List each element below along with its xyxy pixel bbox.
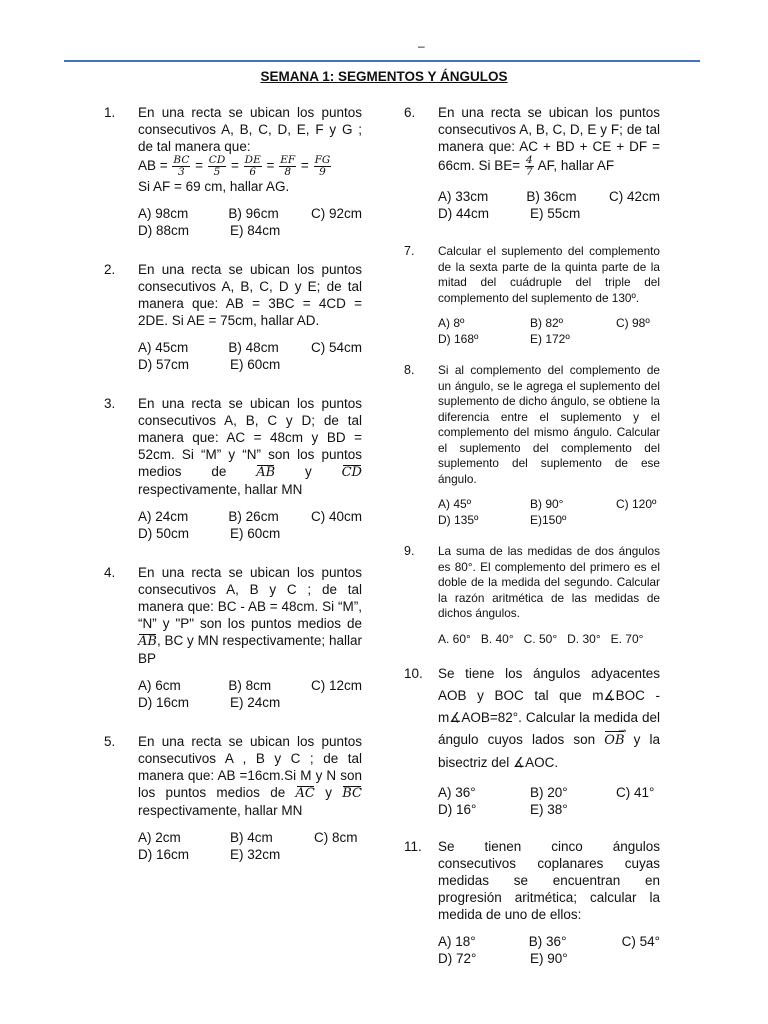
option-b: B) 20° bbox=[530, 785, 568, 800]
left-column bbox=[104, 104, 362, 863]
question-10 bbox=[404, 663, 660, 818]
option-a: A) 6cm bbox=[138, 678, 181, 693]
option-e: E)150º bbox=[530, 512, 567, 527]
option-d: D) 88cm bbox=[138, 223, 190, 238]
question-stem: En una recta se ubican los puntos consecutivos A , B y C ; de tal manera que: AB =16cm.Si M y N son los puntos medios de AC y BC respectivamente, hallar MN bbox=[138, 734, 362, 818]
option-a: A) 36° bbox=[438, 785, 476, 800]
fraction: $\frac{DE}{6}$ bbox=[244, 154, 261, 178]
answer-options bbox=[138, 339, 362, 373]
question-3 bbox=[104, 395, 362, 542]
header-dash: – bbox=[418, 39, 425, 53]
question-stem: En una recta se ubican los puntos consecutivos A, B, C, D y E; de tal manera que: AB = 3BC = 4CD = 2DE. Si AE = 75cm, hallar AD. bbox=[138, 262, 362, 328]
header-rule bbox=[64, 60, 700, 62]
option-c: C) 8cm bbox=[314, 830, 358, 845]
question-stem: En una recta se ubican los puntos consecutivos A, B y C ; de tal manera que: BC - AB = 48cm. Si “M”, “N” y "P" son los puntos medios de AB, BC y MN respectivamente; hallar BP bbox=[138, 565, 362, 666]
option-a: A) 98cm bbox=[138, 206, 189, 221]
question-stem: Se tienen cinco ángulos consecutivos coplanares cuyas medidas se encuentran en progresión aritmética; calcular la medida de uno de ellos: bbox=[438, 839, 660, 922]
option-d: D) 135º bbox=[438, 512, 479, 527]
question-number: 7. bbox=[404, 244, 415, 258]
option-e: E) 60cm bbox=[230, 526, 281, 541]
option-e: E. 70° bbox=[610, 631, 644, 646]
question-number: 3. bbox=[104, 396, 116, 411]
option-b: B) 4cm bbox=[230, 830, 273, 845]
option-a: A) 24cm bbox=[138, 509, 189, 524]
question-2 bbox=[104, 261, 362, 373]
question-number: 4. bbox=[104, 565, 116, 580]
option-b: B. 40° bbox=[480, 631, 514, 646]
option-b: B) 8cm bbox=[228, 678, 272, 693]
question-4 bbox=[104, 564, 362, 711]
option-e: E) 32cm bbox=[230, 847, 281, 862]
option-a: A) 33cm bbox=[438, 189, 489, 204]
question-11 bbox=[404, 838, 660, 967]
option-e: E) 55cm bbox=[530, 206, 581, 221]
question-stem: Si al complemento del complemento de un ángulo, se le agrega el suplemento del suplemento de dicho ángulo, se obtiene la diferencia entre el suplemento y el complemento del mismo ángulo. Calcular el suplemento del complemento del suplemento del suplemento de ese ángulo. bbox=[438, 363, 660, 486]
option-e: E) 90° bbox=[530, 951, 568, 966]
option-c: C) 54° bbox=[621, 934, 660, 949]
option-e: E) 24cm bbox=[230, 695, 281, 710]
question-stem: En una recta se ubican los puntos consecutivos A, B, C, D, E, F y G ; de tal manera que: AB = $\frac{BC}{3}$ = $\frac{CD}{5}$ = $\frac{DE}{6}$ = $\frac{EF}{8}$ = $\frac{FG}{9}$ Si AF = 69 cm, hallar AG. bbox=[138, 105, 362, 194]
question-stem: La suma de las medidas de dos ángulos es 80°. El complemento del primero es el doble de la medida del segundo. Calcular la razón aritmética de las medidas de dichos ángulos. bbox=[438, 544, 660, 620]
option-a: A) 45cm bbox=[138, 340, 189, 355]
question-number: 2. bbox=[104, 262, 116, 277]
option-a: A) 45º bbox=[438, 497, 472, 511]
question-stem: Se tiene los ángulos adyacentes AOB y BOC tal que m∡BOC - m∡AOB=82°. Calcular la medida del ángulo cuyos lados son OB → y la bisectriz del ∡AOC. bbox=[438, 663, 660, 774]
option-a: A) 2cm bbox=[138, 830, 181, 845]
question-number: 8. bbox=[404, 363, 415, 377]
option-c: C. 50° bbox=[523, 631, 558, 646]
question-number: 11. bbox=[404, 839, 422, 854]
option-b: B) 36° bbox=[528, 934, 567, 949]
question-stem: En una recta se ubican los puntos consecutivos A, B, C, D, E y F; de tal manera que: AC + BD + CE + DF = 66cm. Si BE= $\frac{4}{7}$ AF, hallar AF bbox=[438, 105, 660, 178]
answer-options bbox=[138, 205, 362, 239]
fraction: $\frac{BC}{3}$ bbox=[173, 154, 190, 178]
option-b: B) 48cm bbox=[228, 340, 279, 355]
question-number: 9. bbox=[404, 544, 415, 558]
answer-options bbox=[438, 784, 660, 818]
segment-ab: AB bbox=[138, 634, 157, 649]
answer-options bbox=[438, 933, 660, 967]
option-c: C) 54cm bbox=[310, 340, 362, 355]
question-5 bbox=[104, 733, 362, 863]
question-stem: En una recta se ubican los puntos consecutivos A, B, C y D; de tal manera que: AC = 48cm y BD = 52cm. Si “M” y “N” son los puntos medios de AB y CD respectivamente, hallar MN bbox=[138, 396, 362, 497]
right-column bbox=[404, 104, 660, 967]
page-title: SEMANA 1: SEGMENTOS Y ÁNGULOS bbox=[260, 69, 508, 84]
option-e: E) 60cm bbox=[230, 357, 281, 372]
option-d: D) 168º bbox=[438, 331, 479, 346]
option-d: D) 16cm bbox=[138, 847, 190, 862]
question-1 bbox=[104, 104, 362, 239]
option-e: E) 172º bbox=[530, 331, 570, 346]
option-c: C) 120º bbox=[616, 497, 657, 511]
answer-options bbox=[438, 188, 660, 222]
question-9 bbox=[404, 544, 660, 647]
option-c: C) 40cm bbox=[310, 509, 362, 524]
fraction: $\frac{4}{7}$ bbox=[525, 154, 533, 178]
question-6 bbox=[404, 104, 660, 222]
question-stem: Calcular el suplemento del complemento de la sexta parte de la quinta parte de la mitad del cuádruple del triple del complemento del suplemento de 130º. bbox=[438, 244, 660, 305]
option-c: C) 42cm bbox=[608, 189, 660, 204]
option-e: E) 84cm bbox=[230, 223, 281, 238]
option-d: D) 44cm bbox=[438, 206, 490, 221]
fraction: $\frac{EF}{8}$ bbox=[280, 154, 296, 178]
option-b: B) 26cm bbox=[228, 509, 279, 524]
ray-ob: OB → bbox=[604, 730, 624, 752]
answer-options bbox=[438, 632, 660, 648]
option-d: D) 16° bbox=[438, 802, 477, 817]
segment-cd: CD bbox=[341, 465, 362, 480]
question-number: 5. bbox=[104, 734, 116, 749]
question-number: 6. bbox=[404, 105, 416, 120]
answer-options bbox=[138, 829, 362, 863]
option-c: C) 12cm bbox=[310, 678, 362, 693]
segment-ac: AC bbox=[295, 786, 315, 801]
option-a: A) 18° bbox=[438, 934, 476, 949]
fraction: $\frac{FG}{9}$ bbox=[314, 154, 331, 178]
segment-bc: BC bbox=[342, 786, 362, 801]
option-d: D) 16cm bbox=[138, 695, 190, 710]
answer-options bbox=[138, 508, 362, 542]
answer-options bbox=[438, 497, 660, 528]
option-b: B) 90° bbox=[530, 497, 564, 511]
question-number: 1. bbox=[104, 105, 116, 120]
option-a: A. 60° bbox=[438, 631, 471, 646]
option-d: D) 57cm bbox=[138, 357, 190, 372]
question-8 bbox=[404, 363, 660, 528]
option-c: C) 98º bbox=[616, 316, 650, 330]
option-a: A) 8º bbox=[438, 316, 465, 330]
option-b: B) 82º bbox=[530, 316, 564, 330]
segment-ab: AB bbox=[256, 465, 276, 480]
option-c: C) 92cm bbox=[310, 206, 362, 221]
ratio-equation: AB = $\frac{BC}{3}$ = $\frac{CD}{5}$ = $\frac{DE}{6}$ = $\frac{EF}{8}$ = $\frac{FG}{9}$ bbox=[138, 154, 331, 178]
option-d: D. 30° bbox=[567, 631, 601, 646]
answer-options bbox=[438, 316, 660, 347]
option-d: D) 72° bbox=[438, 951, 477, 966]
answer-options bbox=[138, 677, 362, 711]
option-d: D) 50cm bbox=[138, 526, 190, 541]
question-7 bbox=[404, 244, 660, 347]
option-e: E) 38° bbox=[530, 802, 568, 817]
option-b: B) 96cm bbox=[228, 206, 279, 221]
fraction: $\frac{CD}{5}$ bbox=[208, 154, 226, 178]
option-b: B) 36cm bbox=[526, 189, 577, 204]
option-c: C) 41° bbox=[616, 785, 655, 800]
question-number: 10. bbox=[404, 666, 423, 681]
